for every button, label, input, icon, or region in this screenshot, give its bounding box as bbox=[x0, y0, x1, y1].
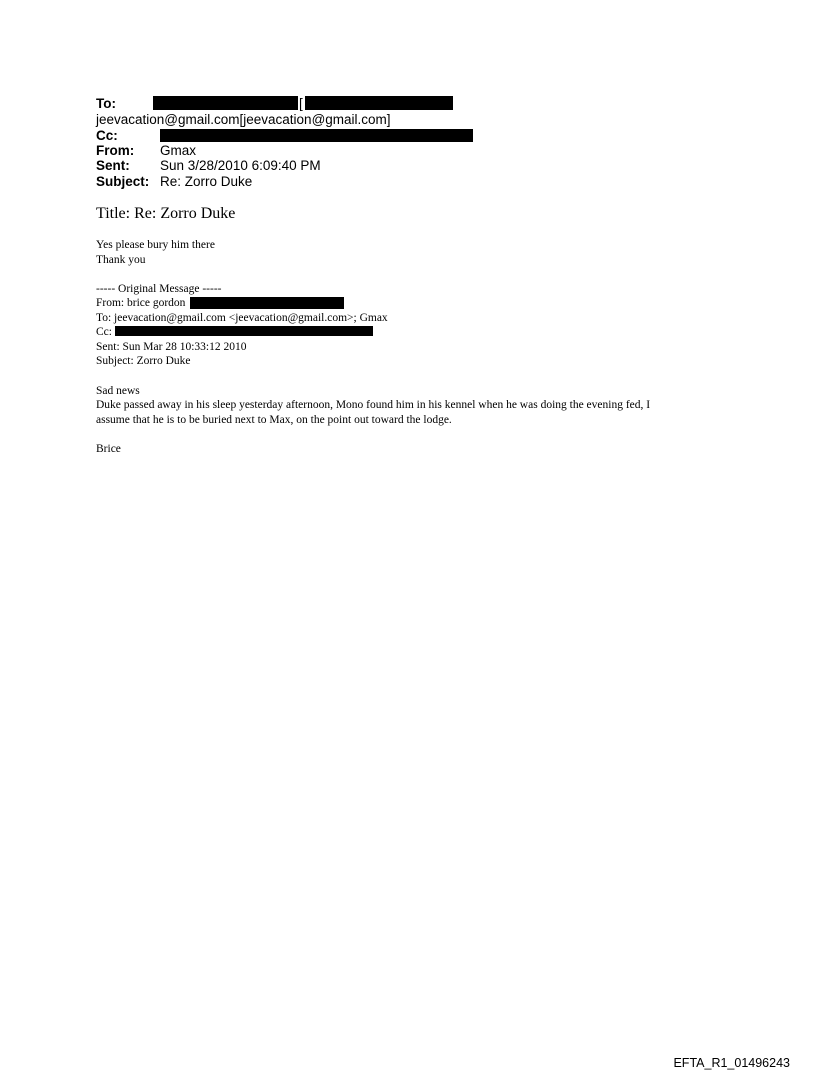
message-line-1: Sad news bbox=[96, 385, 140, 397]
reply-line-1: Yes please bury him there bbox=[96, 239, 215, 251]
document-title: Title: Re: Zorro Duke bbox=[96, 205, 236, 222]
message-line-3: assume that he is to be buried next to Max, on the point out toward the lodge. bbox=[96, 414, 452, 426]
sent-value: Sun 3/28/2010 6:09:40 PM bbox=[160, 158, 321, 173]
original-sent: Sent: Sun Mar 28 10:33:12 2010 bbox=[96, 341, 247, 353]
subject-value: Re: Zorro Duke bbox=[160, 174, 253, 189]
to-label: To: bbox=[96, 96, 116, 111]
message-line-2: Duke passed away in his sleep yesterday afternoon, Mono found him in his kennel when he was doing the evening fed, I bbox=[96, 399, 651, 411]
header-sent-row bbox=[96, 158, 321, 174]
redaction-to-name bbox=[153, 96, 298, 110]
redaction-original-from bbox=[190, 297, 344, 309]
message-signature: Brice bbox=[96, 443, 121, 455]
redaction-cc-2 bbox=[270, 129, 473, 142]
original-from: From: brice gordon bbox=[96, 297, 186, 309]
sent-label: Sent: bbox=[96, 158, 130, 173]
reply-line-2: Thank you bbox=[96, 254, 146, 266]
header-from-row bbox=[96, 143, 196, 159]
to-continued: jeevacation@gmail.com[jeevacation@gmail.com] bbox=[96, 112, 391, 127]
original-subject: Subject: Zorro Duke bbox=[96, 355, 191, 367]
to-bracket: [ bbox=[299, 96, 303, 111]
subject-label: Subject: bbox=[96, 174, 150, 189]
redaction-cc-1 bbox=[160, 129, 270, 142]
cc-label: Cc: bbox=[96, 128, 118, 143]
original-to: To: jeevacation@gmail.com <jeevacation@gmail.com>; Gmax bbox=[96, 312, 388, 324]
original-cc: Cc: bbox=[96, 326, 112, 338]
from-value: Gmax bbox=[160, 143, 197, 158]
header-to-row bbox=[96, 96, 160, 112]
redaction-original-cc bbox=[115, 326, 373, 336]
header-cc-row bbox=[96, 128, 160, 144]
redaction-to-email bbox=[305, 96, 453, 110]
original-separator: ----- Original Message ----- bbox=[96, 283, 222, 295]
from-label: From: bbox=[96, 143, 135, 158]
document-id: EFTA_R1_01496243 bbox=[673, 1056, 790, 1070]
header-subject-row bbox=[96, 174, 252, 190]
